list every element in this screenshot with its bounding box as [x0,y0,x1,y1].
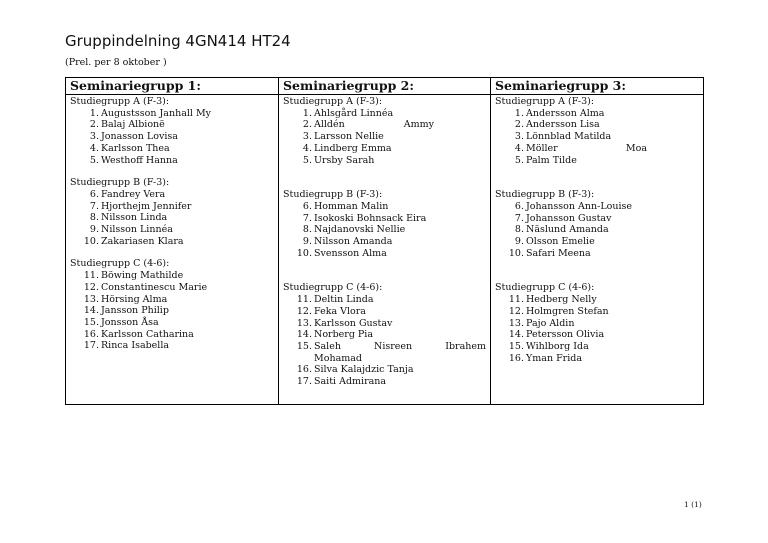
list-item [283,248,490,260]
member-name [314,119,490,131]
item-number: 16. [83,328,99,340]
list-item [70,305,278,317]
item-number: 9. [302,236,312,248]
list-item [70,155,278,167]
member-list [495,294,703,364]
list-item [70,282,278,294]
study-group-title: Studiegrupp C (4-6): [70,258,170,270]
list-item [283,155,490,167]
item-number: 5. [302,154,312,166]
member-name: Yman Frida [526,352,582,364]
member-name: Augustsson Janhall My [101,107,212,119]
item-number: 8. [302,224,312,236]
member-name: Jonsson Åsa [101,316,159,328]
member-name: Jansson Philip [101,305,169,317]
group-table [65,77,704,405]
list-item [70,317,278,329]
list-item [495,248,703,260]
member-name: Olsson Emelie [526,236,595,248]
table-body-row [66,95,703,404]
list-item [70,270,278,282]
member-name: Nilsson Linda [101,212,168,224]
list-item [70,143,278,155]
item-number: 10. [508,247,524,259]
page-number: 1 (1) [684,500,702,509]
item-number: 15. [296,340,312,352]
member-name: Johansson Ann-Louise [526,200,633,212]
member-name: Larsson Nellie [314,131,384,143]
member-name: Andersson Lisa [526,119,600,131]
list-item [283,143,490,155]
item-number: 3. [514,131,524,143]
item-number: 15. [83,316,99,328]
member-name: Karlsson Gustav [314,317,393,329]
member-surname: Alldén [314,119,345,131]
member-list [70,108,278,167]
list-item [495,143,703,155]
list-item [283,329,490,341]
item-number: 12. [83,281,99,293]
study-group-title: Studiegrupp B (F-3): [495,189,595,201]
list-item [70,119,278,131]
item-number: 14. [83,305,99,317]
member-name: Deltin Linda [314,294,374,306]
member-list [70,270,278,352]
list-item [495,294,703,306]
member-name: Fandrey Vera [101,188,166,200]
member-name: Jonasson Lovisa [101,131,178,143]
study-group-title: Studiegrupp B (F-3): [283,189,383,201]
study-group-title: Studiegrupp C (4-6): [283,282,383,294]
member-name [314,341,490,364]
list-item [70,236,278,248]
list-item [283,294,490,306]
seminar-2-header: Seminariegrupp 2: [279,78,491,94]
list-item [283,364,490,376]
item-number: 11. [296,294,312,306]
item-number: 16. [296,364,312,376]
member-name: Karlsson Catharina [101,328,194,340]
list-item [283,224,490,236]
member-name-part: Saleh [314,340,341,352]
item-number: 13. [508,317,524,329]
seminar-2-cell [279,95,491,404]
list-item [283,108,490,120]
item-number: 1. [302,107,312,119]
item-number: 15. [508,340,524,352]
member-list [70,189,278,248]
list-item [495,341,703,353]
member-name: Feka Vlora [314,305,366,317]
list-item [70,189,278,201]
list-item [70,329,278,341]
study-group-title: Studiegrupp A (F-3): [283,96,383,107]
seminar-1-header: Seminariegrupp 1: [66,78,279,94]
member-name: Westhoff Hanna [101,154,178,166]
list-item [283,213,490,225]
item-number: 8. [89,212,99,224]
member-name: Silva Kalajdzic Tanja [314,364,414,376]
member-name: Svensson Alma [314,247,387,259]
list-item [495,213,703,225]
item-number: 4. [89,142,99,154]
member-name: Norberg Pia [314,329,374,341]
item-number: 9. [89,224,99,236]
member-name: Nilsson Amanda [314,236,393,248]
list-item [283,236,490,248]
member-firstname: Moa [625,142,647,154]
list-item [495,318,703,330]
item-number: 13. [296,317,312,329]
item-number: 9. [514,236,524,248]
member-name: Böwing Mathilde [101,270,184,282]
member-name [526,143,703,155]
list-item [495,329,703,341]
member-list [283,108,490,167]
list-item [283,341,490,364]
member-firstname: Ammy [403,119,434,131]
member-name: Holmgren Stefan [526,305,609,317]
member-name: Karlsson Thea [101,142,170,154]
member-name: Hörsing Alma [101,293,168,305]
list-item [495,201,703,213]
member-name: Constantinescu Marie [101,281,208,293]
table-header-row [66,78,703,95]
item-number: 12. [296,305,312,317]
item-number: 11. [83,270,99,282]
member-name: Ahlsgård Linnéa [314,107,394,119]
member-name: Najdanovski Nellie [314,224,406,236]
item-number: 6. [514,200,524,212]
study-group-title: Studiegrupp C (4-6): [495,282,595,294]
member-name: Wihlborg Ida [526,340,589,352]
item-number: 17. [83,340,99,352]
seminar-3-cell [491,95,703,404]
item-number: 14. [508,329,524,341]
list-item [495,306,703,318]
document-subtitle: (Prel. per 8 oktober ) [65,57,167,68]
list-item [495,353,703,365]
study-group-title: Studiegrupp B (F-3): [70,177,170,189]
item-number: 8. [514,224,524,236]
item-number: 1. [514,107,524,119]
member-name: Nilsson Linnéa [101,224,173,236]
item-number: 16. [508,352,524,364]
list-item [495,236,703,248]
list-item [495,155,703,167]
member-name: Palm Tilde [526,154,577,166]
member-name: Safari Meena [526,247,591,259]
member-name: Johansson Gustav [526,212,612,224]
member-surname: Möller [526,142,558,154]
member-list [495,108,703,167]
member-name: Hjorthejm Jennifer [101,200,192,212]
item-number: 5. [514,154,524,166]
item-number: 2. [514,119,524,131]
member-name: Zakariasen Klara [101,235,184,247]
item-number: 13. [83,293,99,305]
member-name: Homman Malin [314,200,389,212]
study-group-title: Studiegrupp A (F-3): [495,96,595,107]
member-name: Lönnblad Matilda [526,131,612,143]
list-item [283,376,490,388]
list-item [70,224,278,236]
list-item [283,119,490,131]
list-item [495,224,703,236]
list-item [283,131,490,143]
item-number: 11. [508,294,524,306]
item-number: 10. [83,235,99,247]
item-number: 6. [89,188,99,200]
member-name: Andersson Alma [526,107,605,119]
member-name: Saiti Admirana [314,376,387,388]
list-item [70,340,278,352]
item-number: 7. [302,212,312,224]
list-item [70,294,278,306]
list-item [70,201,278,213]
list-item [283,318,490,330]
item-number: 14. [296,329,312,341]
member-name: Balaj Albionë [101,119,165,131]
item-number: 7. [89,200,99,212]
list-item [495,119,703,131]
item-number: 3. [89,131,99,143]
item-number: 7. [514,212,524,224]
item-number: 4. [302,142,312,154]
item-number: 5. [89,154,99,166]
list-item [70,212,278,224]
member-name: Isokoski Bohnsack Eira [314,212,427,224]
list-item [70,108,278,120]
study-group-title: Studiegrupp A (F-3): [70,96,170,107]
member-name: Näslund Amanda [526,224,609,236]
item-number: 2. [89,119,99,131]
item-number: 17. [296,376,312,388]
item-number: 2. [302,119,312,131]
member-name: Rinca Isabella [101,340,170,352]
item-number: 10. [296,247,312,259]
list-item [495,108,703,120]
item-number: 1. [89,107,99,119]
seminar-3-header: Seminariegrupp 3: [495,78,626,93]
list-item [70,131,278,143]
member-name: Pajo Aldin [526,317,575,329]
member-name: Lindberg Emma [314,142,392,154]
item-number: 4. [514,142,524,154]
member-list [495,201,703,260]
member-name: Petersson Olivia [526,329,605,341]
member-name-part: Ibrahem [445,340,486,352]
member-list [283,201,490,260]
list-item [495,131,703,143]
item-number: 12. [508,305,524,317]
list-item [283,306,490,318]
member-name-part: Mohamad [314,352,362,364]
item-number: 6. [302,200,312,212]
item-number: 3. [302,131,312,143]
document-title: Gruppindelning 4GN414 HT24 [65,32,291,50]
list-item [283,201,490,213]
member-name: Ursby Sarah [314,154,375,166]
seminar-1-cell [66,95,279,404]
member-list [283,294,490,388]
member-name: Hedberg Nelly [526,294,597,306]
member-name-part: Nisreen [374,340,413,352]
